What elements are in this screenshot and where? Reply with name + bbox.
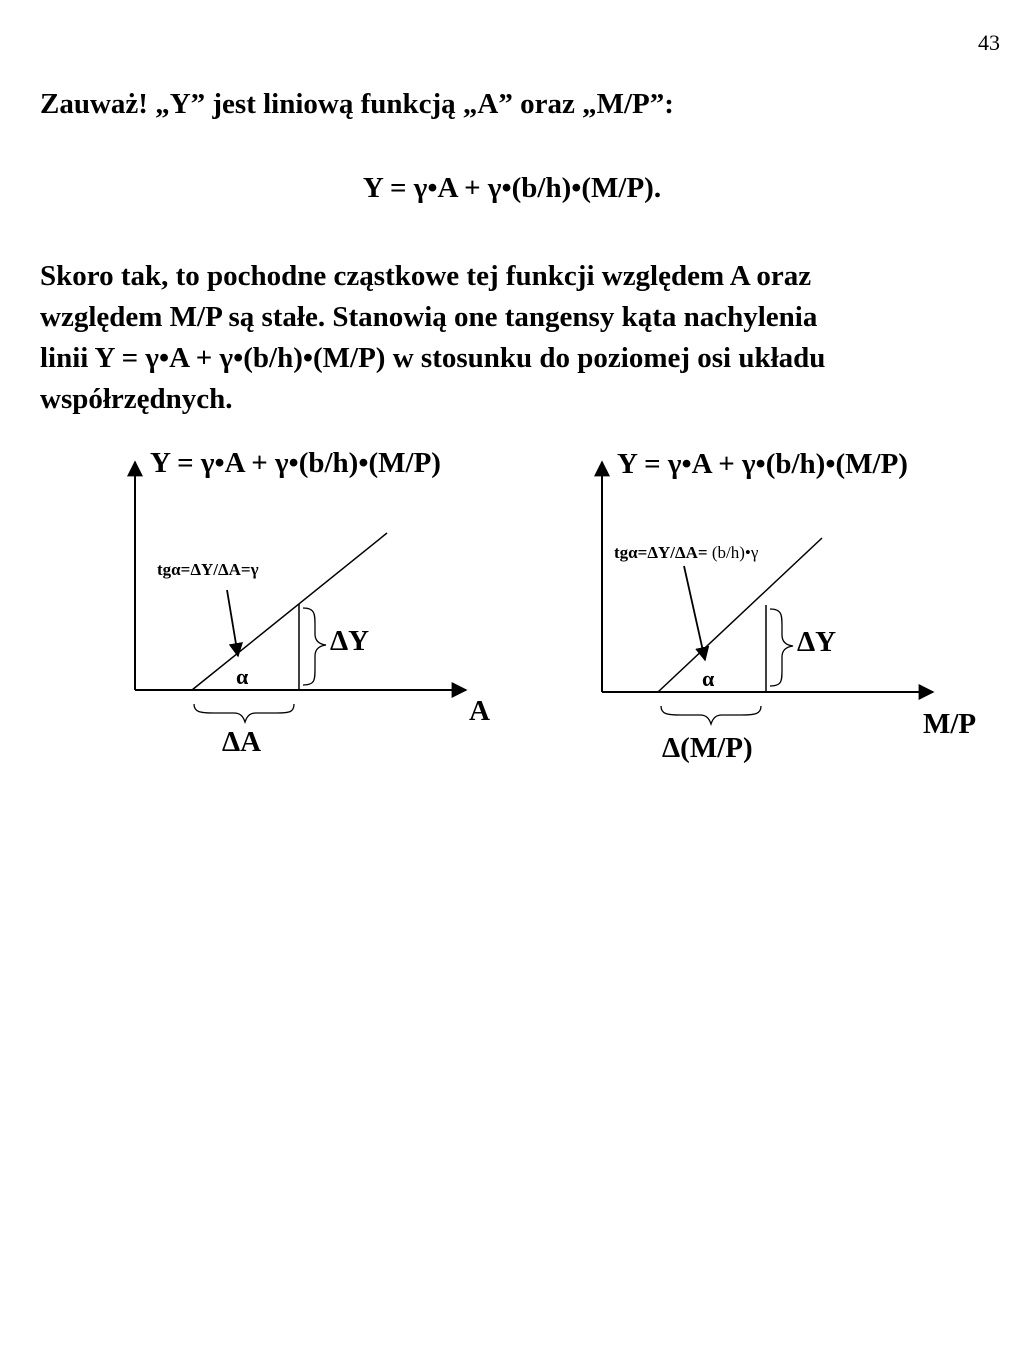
main-equation: Y = γ•A + γ•(b/h)•(M/P). xyxy=(362,172,662,204)
left-angle-label: α xyxy=(236,664,249,689)
paragraph-line: Skoro tak, to pochodne cząstkowe tej funkcji względem A oraz xyxy=(40,260,812,292)
left-delta-x-label: ΔA xyxy=(222,726,262,758)
left-delta-y-label: ΔY xyxy=(330,625,370,657)
paragraph-line: względem M/P są stałe. Stanowią one tangensy kąta nachylenia xyxy=(40,301,818,333)
right-y-axis-label: Y = γ•A + γ•(b/h)•(M/P) xyxy=(617,448,908,480)
diagram-right xyxy=(602,448,976,764)
right-slope-label-normal: (b/h)•γ xyxy=(707,543,759,562)
right-delta-x-label: Δ(M/P) xyxy=(662,732,753,764)
right-slope-pointer-arrow xyxy=(684,566,705,660)
left-y-axis-label: Y = γ•A + γ•(b/h)•(M/P) xyxy=(150,447,441,479)
right-delta-y-label: ΔY xyxy=(797,626,837,658)
right-slope-label xyxy=(614,543,759,562)
paragraph-line: linii Y = γ•A + γ•(b/h)•(M/P) w stosunku do poziomej osi układu xyxy=(40,342,826,374)
right-x-axis-label: M/P xyxy=(923,708,977,740)
left-slope-pointer-arrow xyxy=(227,590,238,656)
page-number: 43 xyxy=(978,30,1000,55)
left-function-line xyxy=(192,533,387,690)
note-heading: Zauważ! „Y” jest liniową funkcją „A” oraz „M/P”: xyxy=(40,88,674,120)
right-angle-label: α xyxy=(702,666,715,691)
right-delta-x-brace xyxy=(661,706,761,724)
left-slope-label: tgα=ΔY/ΔA=γ xyxy=(157,560,259,579)
right-delta-y-brace xyxy=(770,609,793,686)
paragraph-line: współrzędnych. xyxy=(40,383,233,415)
left-x-axis-label: A xyxy=(469,695,490,727)
right-slope-label-bold: tgα=ΔY/ΔA= xyxy=(614,543,708,562)
left-delta-x-brace xyxy=(194,704,294,722)
diagram-left xyxy=(135,447,490,758)
left-delta-y-brace xyxy=(303,608,326,685)
